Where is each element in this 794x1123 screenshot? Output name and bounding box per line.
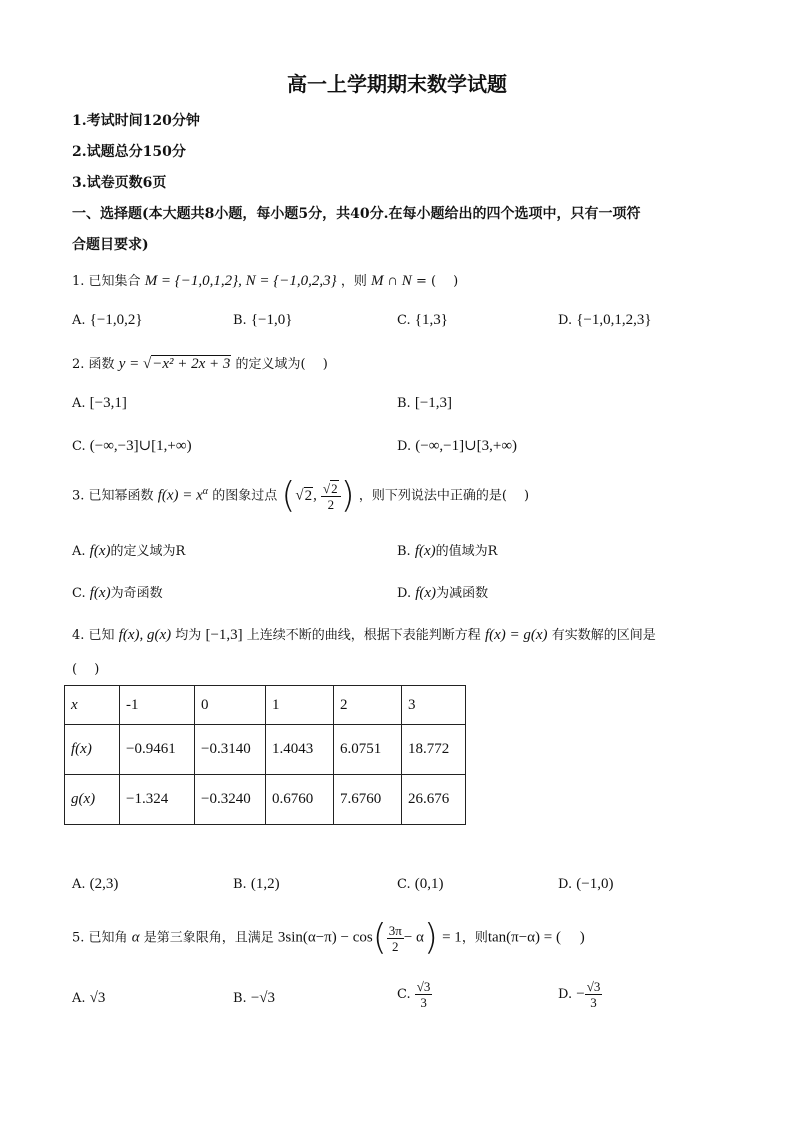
question-5-prefix: 5. 已知角 bbox=[72, 930, 128, 946]
option-text: 的值域为R bbox=[435, 544, 498, 559]
q3-option-c[interactable] bbox=[72, 582, 163, 602]
question-4-mid1: 均为 bbox=[175, 628, 202, 643]
table-cell: −1.324 bbox=[120, 775, 195, 825]
q3-option-a[interactable] bbox=[72, 540, 185, 560]
question-1-suffix: = ( ) bbox=[415, 274, 459, 289]
option-text: (−∞,−1]∪[3,+∞) bbox=[415, 438, 518, 454]
section-heading-line2: 合题目要求) bbox=[72, 237, 149, 253]
option-text: (1,2) bbox=[250, 876, 280, 892]
option-label: B. bbox=[397, 544, 411, 559]
option-label: C. bbox=[72, 586, 86, 601]
question-4-mid2: 上连续不断的曲线，根据下表能判断方程 bbox=[246, 628, 481, 643]
question-5-ask: tan(π−α) = ( ) bbox=[487, 929, 585, 946]
question-5-mid2: ，则 bbox=[461, 930, 488, 946]
option-text: [−3,1] bbox=[89, 395, 127, 411]
question-2-suffix: 的定义域为( ) bbox=[235, 357, 328, 372]
question-5-fraction bbox=[387, 924, 404, 953]
fraction-numerator: √3 bbox=[416, 979, 431, 994]
table-cell: 1 bbox=[266, 686, 334, 725]
fraction-denominator: 2 bbox=[392, 938, 399, 954]
table-cell: x bbox=[65, 686, 120, 725]
question-4-prefix: 4. 已知 bbox=[72, 628, 115, 643]
table-cell: −0.3240 bbox=[195, 775, 266, 825]
question-3-prefix: 3. 已知幂函数 bbox=[72, 488, 154, 504]
option-label: B. bbox=[233, 877, 247, 892]
option-label: A. bbox=[72, 991, 86, 1006]
option-text: {−1,0,1,2,3} bbox=[576, 312, 652, 328]
question-1 bbox=[72, 270, 458, 290]
option-text: −√3 bbox=[250, 990, 276, 1006]
option-text: (0,1) bbox=[414, 876, 444, 892]
fraction-numerator: 2 bbox=[331, 480, 338, 496]
question-4-functions: f(x), g(x) bbox=[118, 627, 172, 643]
question-5 bbox=[72, 917, 585, 958]
close-paren: ) bbox=[423, 917, 438, 958]
fraction-denominator: 3 bbox=[420, 995, 427, 1010]
option-fx: f(x) bbox=[89, 543, 111, 559]
option-label: D. bbox=[397, 586, 412, 601]
option-text: √3 bbox=[89, 990, 106, 1006]
option-text: 为减函数 bbox=[436, 586, 489, 601]
question-1-prefix: 1. 已知集合 bbox=[72, 274, 141, 289]
q1-option-a[interactable] bbox=[72, 312, 143, 329]
option-text: {1,3} bbox=[414, 312, 448, 328]
q4-option-a[interactable] bbox=[72, 876, 118, 893]
question-5-frac-tail: − α bbox=[403, 929, 424, 946]
q3-option-d[interactable] bbox=[397, 582, 488, 602]
option-label: D. bbox=[397, 439, 412, 454]
question-5-mid: 是第三象限角，且满足 bbox=[143, 930, 274, 946]
option-fx: f(x) bbox=[414, 543, 436, 559]
open-paren: ( bbox=[372, 917, 387, 958]
option-label: B. bbox=[233, 313, 247, 328]
table-cell: 0 bbox=[195, 686, 266, 725]
q4-option-c[interactable] bbox=[397, 876, 444, 893]
q5-option-c[interactable] bbox=[397, 980, 432, 1009]
question-5-alpha: α bbox=[131, 929, 140, 946]
question-4-interval: [−1,3] bbox=[205, 627, 243, 643]
q2-option-c[interactable] bbox=[72, 436, 192, 455]
question-2: 2. 函数 y = √−x² + 2x + 3 的定义域为( ) bbox=[72, 356, 328, 372]
q3-option-b[interactable] bbox=[397, 540, 497, 560]
question-4 bbox=[72, 624, 656, 644]
q1-option-c[interactable] bbox=[397, 312, 448, 329]
question-1-ask: M ∩ N bbox=[370, 273, 412, 289]
question-5-expr1: 3sin(α−π) − cos bbox=[277, 929, 373, 946]
question-3-mid: 的图象过点 bbox=[212, 488, 278, 504]
fraction-denominator: 3 bbox=[590, 995, 597, 1010]
fraction-denominator: 2 bbox=[327, 496, 335, 512]
table-cell: f(x) bbox=[65, 725, 120, 775]
table-cell: −0.3140 bbox=[195, 725, 266, 775]
question-3-exponent: α bbox=[202, 486, 209, 498]
q1-option-b[interactable] bbox=[233, 312, 292, 329]
option-fx: f(x) bbox=[415, 585, 437, 601]
table-cell: 2 bbox=[334, 686, 402, 725]
table-cell: 26.676 bbox=[402, 775, 466, 825]
option-text: (2,3) bbox=[89, 876, 119, 892]
table-cell: 18.772 bbox=[402, 725, 466, 775]
option-label: C. bbox=[397, 877, 411, 892]
question-3-fx: f(x) = x bbox=[157, 487, 203, 504]
table-header-row bbox=[65, 686, 466, 725]
option-text: [−1,3] bbox=[414, 395, 453, 411]
option-label: A. bbox=[72, 396, 86, 411]
option-label: A. bbox=[72, 544, 86, 559]
table-cell: 0.6760 bbox=[266, 775, 334, 825]
q2-option-b[interactable] bbox=[397, 395, 452, 412]
question-2-prefix: 2. 函数 bbox=[72, 357, 115, 372]
question-4-line2: ( ) bbox=[72, 662, 100, 677]
option-text: {−1,0} bbox=[250, 312, 293, 328]
fraction-numerator: √3 bbox=[586, 979, 601, 994]
option-text: {−1,0,2} bbox=[89, 312, 143, 328]
open-paren: ( bbox=[281, 475, 296, 516]
option-label: A. bbox=[72, 877, 86, 892]
option-label: C. bbox=[72, 439, 86, 454]
q5-option-b[interactable] bbox=[233, 990, 275, 1007]
option-label: C. bbox=[397, 987, 411, 1002]
question-4-suffix: 有实数解的区间是 bbox=[551, 628, 656, 643]
exam-note-pages: 3.试卷页数6页 bbox=[72, 175, 167, 191]
option-label: D. bbox=[558, 987, 573, 1002]
question-3: 3. 已知幂函数 $f(x) = x^\alpha$ 的图象过点 (√2, $\frac{√2}{2}$ ) ，则下列说法中正确的是( ) bbox=[72, 475, 530, 516]
table-cell: -1 bbox=[120, 686, 195, 725]
option-label: D. bbox=[558, 313, 573, 328]
question-3-suffix: ，则下列说法中正确的是( ) bbox=[358, 488, 530, 504]
q5-option-a[interactable] bbox=[72, 990, 105, 1007]
option-label: B. bbox=[397, 396, 411, 411]
q5-option-d[interactable] bbox=[558, 980, 602, 1009]
option-label: B. bbox=[233, 991, 247, 1006]
option-sign: − bbox=[576, 986, 585, 1002]
option-label: C. bbox=[397, 313, 411, 328]
section-heading-line1: 一、选择题(本大题共8小题，每小题5分，共40分.在每小题给出的四个选项中，只有一项符 bbox=[72, 206, 641, 222]
exam-note-time: 1.考试时间120分钟 bbox=[72, 113, 200, 129]
q2-option-d[interactable] bbox=[397, 436, 517, 455]
table-cell: g(x) bbox=[65, 775, 120, 825]
table-row bbox=[65, 725, 466, 775]
option-text: 的定义域为R bbox=[110, 544, 186, 559]
question-3-point-y: $\frac{√2}{2}$ bbox=[321, 482, 341, 511]
exam-note-score: 2.试题总分150分 bbox=[72, 144, 186, 160]
q4-option-b[interactable] bbox=[233, 876, 280, 893]
question-4-equation: f(x) = g(x) bbox=[484, 627, 548, 643]
table-row bbox=[65, 775, 466, 825]
question-2-lhs: y = bbox=[118, 356, 143, 372]
table-cell: 6.0751 bbox=[334, 725, 402, 775]
option-text: 为奇函数 bbox=[110, 586, 163, 601]
option-fx: f(x) bbox=[89, 585, 111, 601]
table-cell: −0.9461 bbox=[120, 725, 195, 775]
question-1-mid: ，则 bbox=[340, 274, 367, 289]
option-text: (−∞,−3]∪[1,+∞) bbox=[89, 438, 192, 454]
option-label: D. bbox=[558, 877, 573, 892]
q2-option-a[interactable] bbox=[72, 395, 127, 412]
table-cell: 1.4043 bbox=[266, 725, 334, 775]
table-cell: 7.6760 bbox=[334, 775, 402, 825]
q4-option-d[interactable] bbox=[558, 876, 613, 893]
option-text: (−1,0) bbox=[576, 876, 614, 892]
question-5-expr2: = 1 bbox=[442, 929, 462, 946]
value-table bbox=[64, 685, 466, 825]
q1-option-d[interactable] bbox=[558, 312, 652, 329]
table-cell: 3 bbox=[402, 686, 466, 725]
question-3-point-x: 2 bbox=[304, 487, 313, 504]
question-1-sets: M = {−1,0,1,2}, N = {−1,0,2,3} bbox=[144, 273, 337, 289]
question-2-radicand: −x² + 2x + 3 bbox=[152, 356, 231, 372]
option-label: A. bbox=[72, 313, 86, 328]
close-paren: ) bbox=[340, 475, 355, 516]
fraction-numerator: 3π bbox=[388, 922, 402, 938]
page-title: 高一上学期期末数学试题 bbox=[287, 72, 507, 96]
